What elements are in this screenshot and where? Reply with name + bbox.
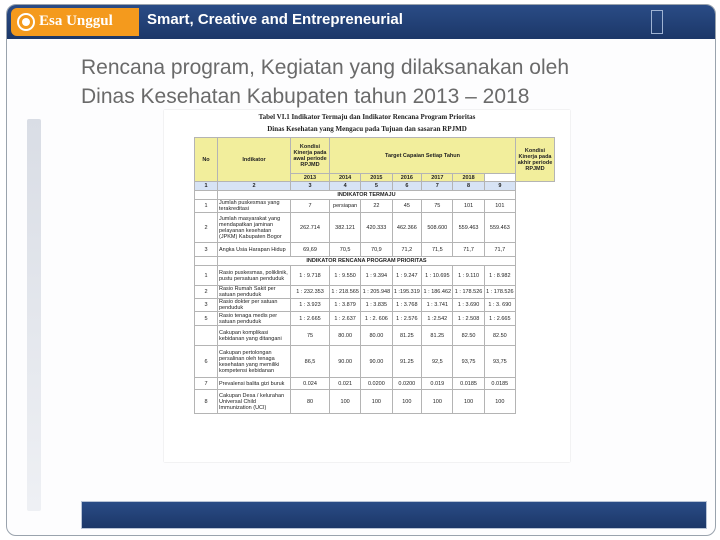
value-cell: 69,69 <box>291 243 330 257</box>
indicator-name: Rasio Rumah Sakit per satuan penduduk <box>218 286 291 299</box>
section-heading: INDIKATOR RENCANA PROGRAM PRIORITAS <box>218 257 516 266</box>
row-number: 8 <box>195 390 218 414</box>
indicator-name: Jumlah masyarakat yang mendapatkan jaminan pelayanan kesehatan (JPKM) Kabupaten Bogor <box>218 213 291 243</box>
value-cell: 71,7 <box>453 243 484 257</box>
col-header-no: No <box>195 138 218 182</box>
col-header-year: 2013 <box>291 174 330 182</box>
value-cell: 1 : 3.923 <box>291 299 330 312</box>
value-cell: 508.600 <box>422 213 453 243</box>
col-header-year: 2015 <box>361 174 392 182</box>
col-header-year: 2017 <box>422 174 453 182</box>
row-number: 1 <box>195 200 218 213</box>
indicator-name: Rasio dokter per satuan penduduk <box>218 299 291 312</box>
row-number <box>195 326 218 346</box>
value-cell: 90.00 <box>330 346 361 378</box>
indicator-table <box>194 137 555 414</box>
banner-decoration <box>651 10 663 34</box>
row-number: 3 <box>195 299 218 312</box>
col-header-year: 2016 <box>392 174 422 182</box>
value-cell: 1 : 3.741 <box>422 299 453 312</box>
col-header-kondisi-akhir: Kondisi Kinerja pada akhir periode RPJMD <box>516 138 555 182</box>
value-cell: 1 : 2.576 <box>392 312 422 326</box>
value-cell: 1 : 2.508 <box>453 312 484 326</box>
indicator-name: Jumlah puskesmas yang terakreditasi <box>218 200 291 213</box>
table-row <box>195 286 555 299</box>
table-row <box>195 266 555 286</box>
value-cell: 100 <box>422 390 453 414</box>
column-number: 8 <box>453 182 484 191</box>
logo-text: Esa Unggul <box>39 13 113 29</box>
table-subtitle: Dinas Kesehatan yang Mengacu pada Tujuan dan sasaran RPJMD <box>267 125 467 133</box>
value-cell: 1 : 205.948 <box>361 286 392 299</box>
value-cell: 1 : 9.718 <box>291 266 330 286</box>
value-cell: 71,2 <box>392 243 422 257</box>
value-cell: 0.0185 <box>453 378 484 390</box>
value-cell: 0.0200 <box>392 378 422 390</box>
value-cell: 100 <box>330 390 361 414</box>
indicator-name: Rasio tenaga medis per satuan penduduk <box>218 312 291 326</box>
table-row <box>195 299 555 312</box>
value-cell: 75 <box>422 200 453 213</box>
slide-title-line-1: Rencana program, Kegiatan yang dilaksanakan oleh <box>81 56 569 79</box>
value-cell: 420.333 <box>361 213 392 243</box>
table-row <box>195 213 555 243</box>
col-header-year: 2018 <box>453 174 484 182</box>
value-cell: 0.0200 <box>361 378 392 390</box>
row-number: 6 <box>195 346 218 378</box>
value-cell: 82.50 <box>453 326 484 346</box>
value-cell: 1 : 3.879 <box>330 299 361 312</box>
column-number-row <box>195 182 555 191</box>
value-cell: 0.0185 <box>484 378 515 390</box>
value-cell: 1 :2.542 <box>422 312 453 326</box>
section-heading-row <box>195 191 555 200</box>
value-cell: 0.024 <box>291 378 330 390</box>
value-cell: 559.463 <box>453 213 484 243</box>
value-cell: 93,75 <box>453 346 484 378</box>
column-number: 9 <box>484 182 515 191</box>
value-cell: 101 <box>484 200 515 213</box>
value-cell: 71,5 <box>422 243 453 257</box>
value-cell: 0.019 <box>422 378 453 390</box>
value-cell: 1 : 10.695 <box>422 266 453 286</box>
value-cell: 45 <box>392 200 422 213</box>
footer-bar <box>81 501 707 529</box>
section-spacer-cell <box>195 257 218 266</box>
value-cell: 1 : 2.665 <box>484 312 515 326</box>
value-cell: 462.366 <box>392 213 422 243</box>
indicator-name: Rasio puskesmas, poliklinik, pustu persatuan penduduk <box>218 266 291 286</box>
value-cell: 1 : 3. 690 <box>484 299 515 312</box>
value-cell: 1 : 2.637 <box>330 312 361 326</box>
value-cell: 93,75 <box>484 346 515 378</box>
value-cell: 86,5 <box>291 346 330 378</box>
value-cell: 100 <box>392 390 422 414</box>
value-cell: 1 : 2. 606 <box>361 312 392 326</box>
value-cell: 1 : 9.394 <box>361 266 392 286</box>
university-logo <box>11 8 139 36</box>
header-banner <box>7 5 715 39</box>
value-cell: 80.00 <box>361 326 392 346</box>
table-row <box>195 312 555 326</box>
value-cell: 80.00 <box>330 326 361 346</box>
value-cell: 91.25 <box>392 346 422 378</box>
value-cell: 70,5 <box>330 243 361 257</box>
value-cell: 1 : 9.247 <box>392 266 422 286</box>
column-number: 5 <box>361 182 392 191</box>
indicator-name: Prevalensi balita gizi buruk <box>218 378 291 390</box>
value-cell: 82.50 <box>484 326 515 346</box>
value-cell: 75 <box>291 326 330 346</box>
value-cell: 1 : 9.550 <box>330 266 361 286</box>
value-cell: 70,9 <box>361 243 392 257</box>
column-number: 2 <box>218 182 291 191</box>
logo-emblem-icon <box>17 13 35 31</box>
row-number: 7 <box>195 378 218 390</box>
section-heading: INDIKATOR TERMAJU <box>218 191 516 200</box>
indicator-name: Cakupan komplikasi kebidanan yang ditangani <box>218 326 291 346</box>
value-cell: 1 : 178.526 <box>484 286 515 299</box>
value-cell: 382.121 <box>330 213 361 243</box>
column-number: 7 <box>422 182 453 191</box>
column-number: 4 <box>330 182 361 191</box>
column-number: 6 <box>392 182 422 191</box>
value-cell: 1 : 186.462 <box>422 286 453 299</box>
value-cell: 71,7 <box>484 243 515 257</box>
value-cell: 1 : 178.526 <box>453 286 484 299</box>
value-cell: 1 : 8.982 <box>484 266 515 286</box>
column-number: 1 <box>195 182 218 191</box>
value-cell: 1 : 3.768 <box>392 299 422 312</box>
left-accent-bar <box>27 119 41 511</box>
indicator-name: Cakupan pertolongan persalinan oleh tenaga kesehatan yang memiliki kompetensi kebidanan <box>218 346 291 378</box>
value-cell: 1 :195.319 <box>392 286 422 299</box>
section-spacer-cell <box>195 191 218 200</box>
value-cell: 100 <box>484 390 515 414</box>
value-cell: 262.714 <box>291 213 330 243</box>
value-cell: 90.00 <box>361 346 392 378</box>
value-cell: 81.25 <box>392 326 422 346</box>
column-number: 3 <box>291 182 330 191</box>
value-cell: 100 <box>453 390 484 414</box>
value-cell: 1 : 218.565 <box>330 286 361 299</box>
table-document-image <box>164 110 570 462</box>
value-cell: 1 : 3.835 <box>361 299 392 312</box>
table-row <box>195 390 555 414</box>
value-cell: 1 : 9.110 <box>453 266 484 286</box>
table-row <box>195 346 555 378</box>
value-cell: persiapan <box>330 200 361 213</box>
value-cell: 0.021 <box>330 378 361 390</box>
value-cell: 22 <box>361 200 392 213</box>
slide-title-line-2: Dinas Kesehatan Kabupaten tahun 2013 – 2018 <box>81 85 530 108</box>
value-cell: 101 <box>453 200 484 213</box>
header-tagline: Smart, Creative and Entrepreneurial <box>147 11 403 28</box>
col-header-kondisi-awal: Kondisi Kinerja pada awal periode RPJMD <box>291 138 330 174</box>
value-cell: 92,5 <box>422 346 453 378</box>
col-header-target: Target Capaian Setiap Tahun <box>330 138 516 174</box>
row-number: 1 <box>195 266 218 286</box>
table-title: Tabel VI.1 Indikator Termaju dan Indikator Rencana Program Prioritas <box>258 113 476 121</box>
table-row <box>195 378 555 390</box>
col-header-year: 2014 <box>330 174 361 182</box>
section-heading-row <box>195 257 555 266</box>
row-number: 2 <box>195 286 218 299</box>
value-cell: 1 : 3.690 <box>453 299 484 312</box>
slide-title <box>81 53 701 111</box>
row-number: 3 <box>195 243 218 257</box>
indicator-name: Cakupan Desa / kelurahan Universal Child Immunization (UCI) <box>218 390 291 414</box>
value-cell: 80 <box>291 390 330 414</box>
value-cell: 1 : 2.665 <box>291 312 330 326</box>
value-cell: 559.463 <box>484 213 515 243</box>
value-cell: 7 <box>291 200 330 213</box>
row-number: 2 <box>195 213 218 243</box>
indicator-name: Angka Usia Harapan Hidup <box>218 243 291 257</box>
row-number: 5 <box>195 312 218 326</box>
value-cell: 100 <box>361 390 392 414</box>
value-cell: 81.25 <box>422 326 453 346</box>
table-row <box>195 243 555 257</box>
col-header-indikator: Indikator <box>218 138 291 182</box>
table-row <box>195 326 555 346</box>
value-cell: 1 : 232.353 <box>291 286 330 299</box>
table-row <box>195 200 555 213</box>
